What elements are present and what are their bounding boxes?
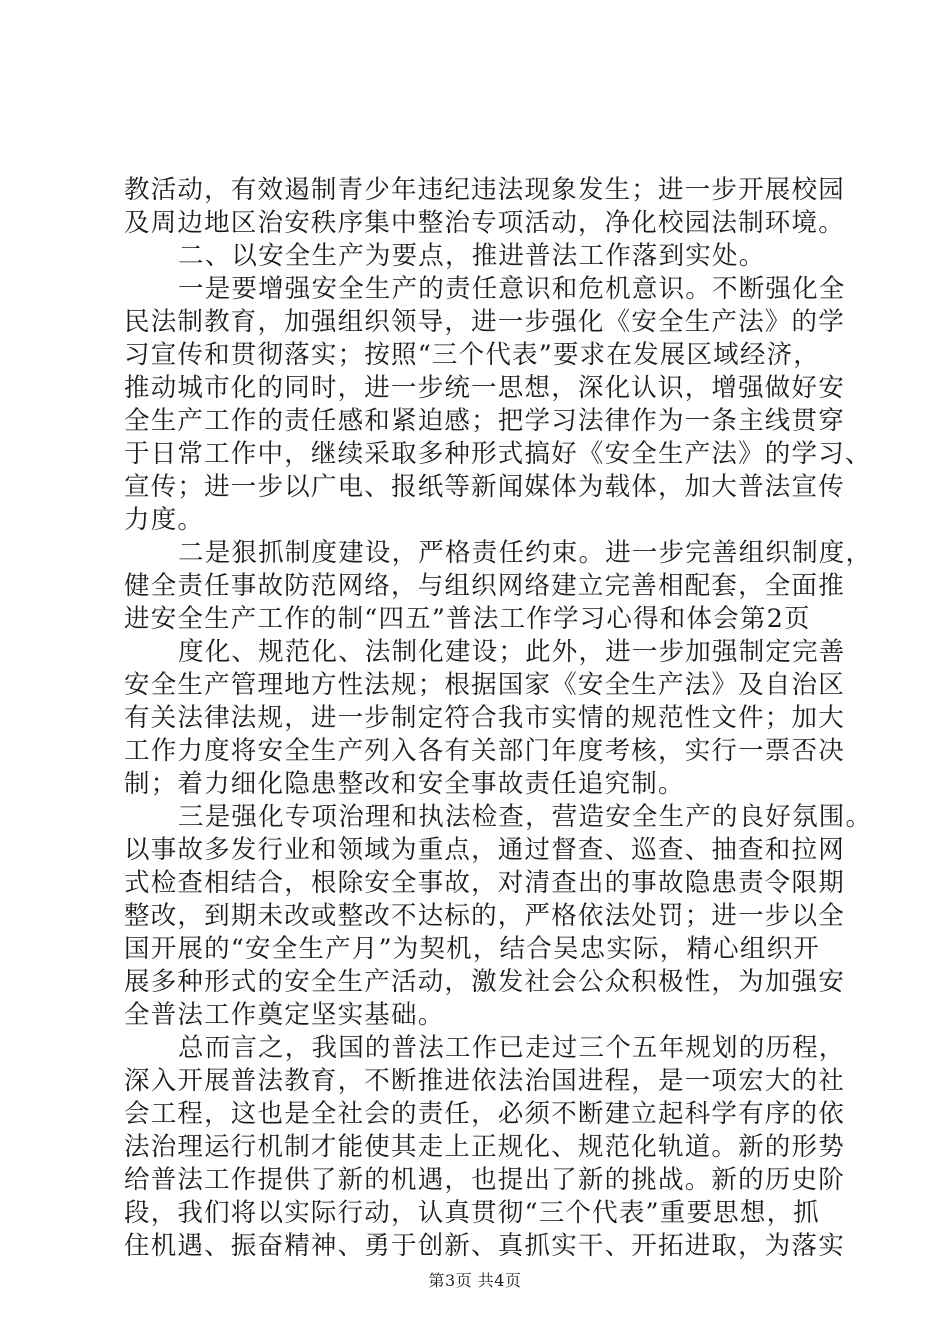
text-line: 安全生产管理地方性法规；根据国家《安全生产法》及自治区 bbox=[124, 670, 845, 700]
text-line: 进安全生产工作的制“四五”普法工作学习心得和体会第2页 bbox=[124, 604, 811, 634]
text-line: 习宣传和贯彻落实；按照“三个代表”要求在发展区域经济， bbox=[124, 340, 820, 370]
text-line: 及周边地区治安秩序集中整治专项活动，净化校园法制环境。 bbox=[124, 208, 845, 238]
text-line: 二、以安全生产为要点，推进普法工作落到实处。 bbox=[178, 241, 766, 271]
text-line: 三是强化专项治理和执法检查，营造安全生产的良好氛围。 bbox=[178, 802, 873, 832]
text-line: 力度。 bbox=[124, 505, 205, 535]
text-line: 教活动，有效遏制青少年违纪违法现象发生；进一步开展校园 bbox=[124, 175, 845, 205]
text-line: 推动城市化的同时，进一步统一思想，深化认识，增强做好安 bbox=[124, 373, 845, 403]
text-line: 式检查相结合，根除安全事故，对清查出的事故隐患责令限期 bbox=[124, 868, 845, 898]
text-line: 于日常工作中，继续采取多种形式搞好《安全生产法》的学习、 bbox=[124, 439, 872, 469]
text-line: 总而言之，我国的普法工作已走过三个五年规划的历程， bbox=[178, 1033, 846, 1063]
document-body bbox=[124, 174, 873, 1263]
text-line: 法治理运行机制才能使其走上正规化、规范化轨道。新的形势 bbox=[124, 1132, 845, 1162]
text-line: 深入开展普法教育，不断推进依法治国进程，是一项宏大的社 bbox=[124, 1066, 845, 1096]
text-line: 展多种形式的安全生产活动，激发社会公众积极性，为加强安 bbox=[124, 967, 845, 997]
text-line: 一是要增强安全生产的责任意识和危机意识。不断强化全 bbox=[178, 274, 846, 304]
text-line: 宣传；进一步以广电、报纸等新闻媒体为载体，加大普法宣传 bbox=[124, 472, 845, 502]
text-line: 有关法律法规，进一步制定符合我市实情的规范性文件；加大 bbox=[124, 703, 845, 733]
text-line: 国开展的“安全生产月”为契机，结合吴忠实际，精心组织开 bbox=[124, 934, 820, 964]
text-line: 民法制教育，加强组织领导，进一步强化《安全生产法》的学 bbox=[124, 307, 845, 337]
text-line: 段，我们将以实际行动，认真贯彻“三个代表”重要思想，抓 bbox=[124, 1198, 820, 1228]
text-line: 全普法工作奠定坚实基础。 bbox=[124, 1000, 445, 1030]
text-line: 整改，到期未改或整改不达标的，严格依法处罚；进一步以全 bbox=[124, 901, 845, 931]
text-line: 健全责任事故防范网络，与组织网络建立完善相配套，全面推 bbox=[124, 571, 845, 601]
page-footer: 第3页 共4页 bbox=[428, 1271, 522, 1290]
text-line: 度化、规范化、法制化建设；此外，进一步加强制定完善 bbox=[178, 637, 846, 667]
text-line: 制；着力细化隐患整改和安全事故责任追究制。 bbox=[124, 769, 685, 799]
text-line: 给普法工作提供了新的机遇，也提出了新的挑战。新的历史阶 bbox=[124, 1165, 845, 1195]
text-line: 工作力度将安全生产列入各有关部门年度考核，实行一票否决 bbox=[124, 736, 845, 766]
text-line: 住机遇、振奋精神、勇于创新、真抓实干、开拓进取，为落实 bbox=[124, 1231, 845, 1261]
text-line: 会工程，这也是全社会的责任，必须不断建立起科学有序的依 bbox=[124, 1099, 845, 1129]
text-line: 二是狠抓制度建设，严格责任约束。进一步完善组织制度， bbox=[178, 538, 873, 568]
text-line: 以事故多发行业和领域为重点，通过督查、巡查、抽查和拉网 bbox=[124, 835, 845, 865]
text-line: 全生产工作的责任感和紧迫感；把学习法律作为一条主线贯穿 bbox=[124, 406, 845, 436]
